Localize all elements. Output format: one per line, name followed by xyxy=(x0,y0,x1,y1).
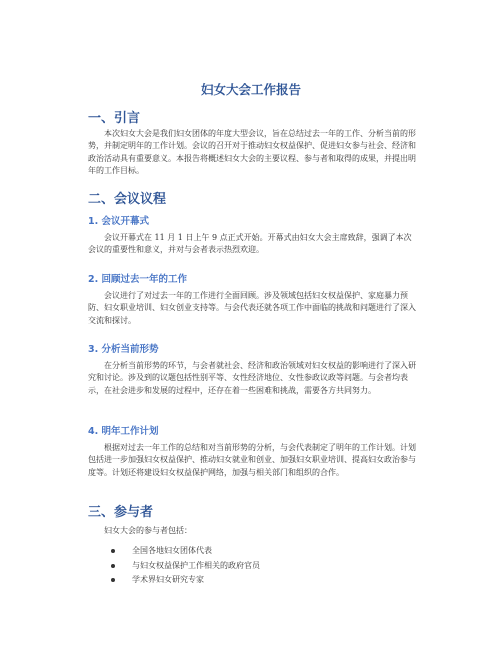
list-item xyxy=(88,544,418,559)
plan-paragraph: 根据对过去一年工作的总结和对当前形势的分析，与会代表制定了明年的工作计划。计划包括进一步加强妇女权益保护、推动妇女就业和创业、加强妇女职业培训、提高妇女政治参与度等。计划还将建设妇女权益保护网络，加强与相关部门和组织的合作。 xyxy=(88,443,416,477)
participants-intro: 妇女大会的参与者包括： xyxy=(104,526,192,535)
introduction-paragraph: 本次妇女大会是我们妇女团体的年度大型会议，旨在总结过去一年的工作、分析当前的形势，并制定明年的工作计划。会议的召开对于推动妇女权益保护、促进妇女参与社会、经济和政治活动具有重要意义。本报告将概述妇女大会的主要议程、参与者和取得的成果，并提出明年的工作目标。 xyxy=(88,129,416,176)
subsection-heading-situation: 3. 分析当前形势 xyxy=(88,344,159,355)
list-item-text: 学术界妇女研究专家 xyxy=(132,575,204,585)
subsection-heading-opening: 1. 会议开幕式 xyxy=(88,216,150,227)
bullet-icon xyxy=(111,578,115,582)
opening-paragraph: 会议开幕式在 11 月 1 日上午 9 点正式开始。开幕式由妇女大会主席致辞，强调了本次会议的重要性和意义，并对与会者表示热烈欢迎。 xyxy=(88,233,412,255)
subsection-heading-plan: 4. 明年工作计划 xyxy=(88,426,159,437)
page-title: 妇女大会工作报告 xyxy=(200,82,301,97)
participants-list xyxy=(88,544,418,588)
list-item-text: 与妇女权益保护工作相关的政府官员 xyxy=(132,560,260,570)
section-heading-participants: 三、参与者 xyxy=(88,505,154,520)
section-heading-introduction: 一、引言 xyxy=(88,111,141,126)
section-heading-agenda: 二、会议议程 xyxy=(88,192,167,207)
subsection-heading-review: 2. 回顾过去一年的工作 xyxy=(88,274,188,285)
review-paragraph: 会议进行了对过去一年的工作进行全面回顾。涉及领域包括妇女权益保护、家庭暴力预防、妇女职业培训、妇女创业支持等。与会代表还就各项工作中面临的挑战和问题进行了深入交流和探讨。 xyxy=(88,291,416,325)
list-item xyxy=(88,559,418,574)
list-item-text: 全国各地妇女团体代表 xyxy=(132,546,212,555)
situation-paragraph: 在分析当前形势的环节，与会者就社会、经济和政治领域对妇女权益的影响进行了深入研究和讨论。涉及到的议题包括性别平等、女性经济地位、女性参政议政等问题。与会者均表示，在社会进步和发展的过程中，还存在着一些困难和挑战，需要各方共同努力。 xyxy=(88,361,416,395)
bullet-icon xyxy=(111,549,115,553)
list-item xyxy=(88,573,418,588)
bullet-icon xyxy=(111,564,115,568)
